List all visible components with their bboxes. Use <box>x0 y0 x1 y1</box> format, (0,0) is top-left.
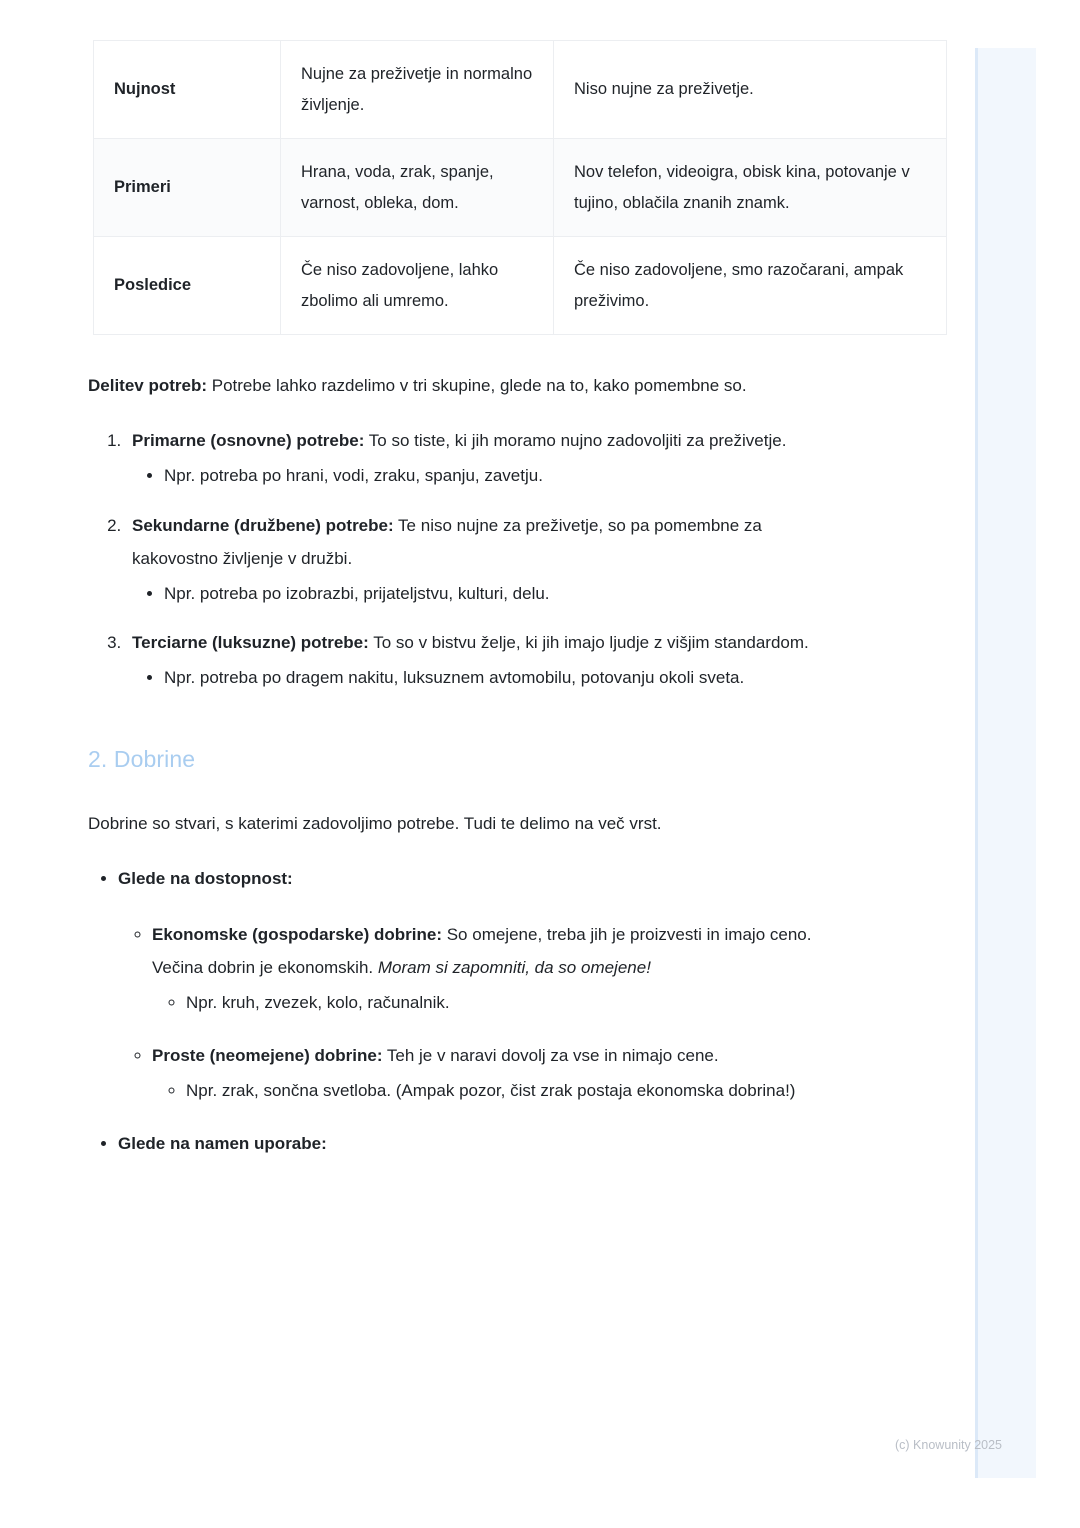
list-item <box>126 509 828 610</box>
intro-paragraph <box>88 369 828 402</box>
list-item-lead: Proste (neomejene) dobrine: <box>152 1045 383 1065</box>
table-cell-needs: Hrana, voda, zrak, spanje, varnost, obleka, dom. <box>281 139 554 237</box>
list-item-lead: Sekundarne (družbene) potrebe: <box>132 515 394 535</box>
table-row <box>94 41 947 139</box>
intro-text: Potrebe lahko razdelimo v tri skupine, glede na to, kako pomembne so. <box>207 376 747 396</box>
bullet-heading-dostopnost: Glede na dostopnost: <box>118 869 293 889</box>
table-cell-needs: Nujne za preživetje in normalno življenje. <box>281 41 554 139</box>
section-heading-dobrine: 2. Dobrine <box>88 746 196 773</box>
intro-lead: Delitev potreb: <box>88 376 208 396</box>
bullet-heading-namen-uporabe: Glede na namen uporabe: <box>118 1134 327 1154</box>
table-cell-wants: Če niso zadovoljene, smo razočarani, ampak preživimo. <box>554 237 947 335</box>
list-item-emphasis: Moram si zapomniti, da so omejene! <box>377 957 651 977</box>
needs-sub-list <box>132 577 828 610</box>
list-item <box>152 918 828 1019</box>
copyright-watermark: (c) Knowunity 2025 <box>895 1438 1003 1452</box>
list-item-lead: Ekonomske (gospodarske) dobrine: <box>152 924 442 944</box>
table-row <box>94 139 947 237</box>
list-item: • Npr. potreba po hrani, vodi, zraku, spanju, zavetju. <box>164 459 828 492</box>
goods-examples-list <box>152 986 828 1019</box>
list-item-text: Te niso nujne za preživetje, so pa pomembne za kakovostno življenje v družbi. <box>132 515 762 568</box>
goods-examples-list <box>152 1074 828 1107</box>
list-item-text: So omejene, treba jih je proizvesti in imajo ceno. Večina dobrin je ekonomskih. <box>152 924 812 977</box>
list-item <box>126 424 828 492</box>
section2-intro-paragraph: Dobrine so stvari, s katerimi zadovoljimo potrebe. Tudi te delimo na več vrst. <box>88 814 662 834</box>
list-item-text: To so tiste, ki jih moramo nujno zadovoljiti za preživetje. <box>364 431 787 451</box>
goods-bullet-list <box>88 862 828 1160</box>
list-item <box>118 1127 828 1160</box>
needs-comparison-table <box>93 40 947 335</box>
list-item-lead: Terciarne (luksuzne) potrebe: <box>132 632 369 652</box>
table-cell-wants: Niso nujne za preživetje. <box>554 41 947 139</box>
goods-availability-list <box>118 918 828 1108</box>
needs-sub-list <box>132 459 828 492</box>
list-item <box>118 862 828 1107</box>
list-item: ◦ Npr. kruh, zvezek, kolo, računalnik. <box>186 986 828 1019</box>
table-row-label: Posledice <box>94 237 281 335</box>
needs-ordered-list <box>88 424 828 694</box>
list-item-lead: Primarne (osnovne) potrebe: <box>132 431 365 451</box>
list-item <box>152 1039 828 1107</box>
table-row <box>94 237 947 335</box>
needs-sub-list <box>132 661 828 694</box>
list-item-text: Teh je v naravi dovolj za vse in nimajo cene. <box>382 1045 719 1065</box>
list-item: • Npr. potreba po dragem nakitu, luksuznem avtomobilu, potovanju okoli sveta. <box>164 661 828 694</box>
table-row-label: Primeri <box>94 139 281 237</box>
table-row-label: Nujnost <box>94 41 281 139</box>
list-item <box>126 626 828 694</box>
table-cell-needs: Če niso zadovoljene, lahko zbolimo ali umremo. <box>281 237 554 335</box>
list-item: ◦ Npr. zrak, sončna svetloba. (Ampak pozor, čist zrak postaja ekonomska dobrina!) <box>186 1074 828 1107</box>
list-item-text: To so v bistvu želje, ki jih imajo ljudje z višjim standardom. <box>368 632 809 652</box>
document-content <box>88 40 910 1180</box>
list-item: • Npr. potreba po izobrazbi, prijateljstvu, kulturi, delu. <box>164 577 828 610</box>
right-decorative-band <box>975 48 1036 1478</box>
table-cell-wants: Nov telefon, videoigra, obisk kina, potovanje v tujino, oblačila znanih znamk. <box>554 139 947 237</box>
